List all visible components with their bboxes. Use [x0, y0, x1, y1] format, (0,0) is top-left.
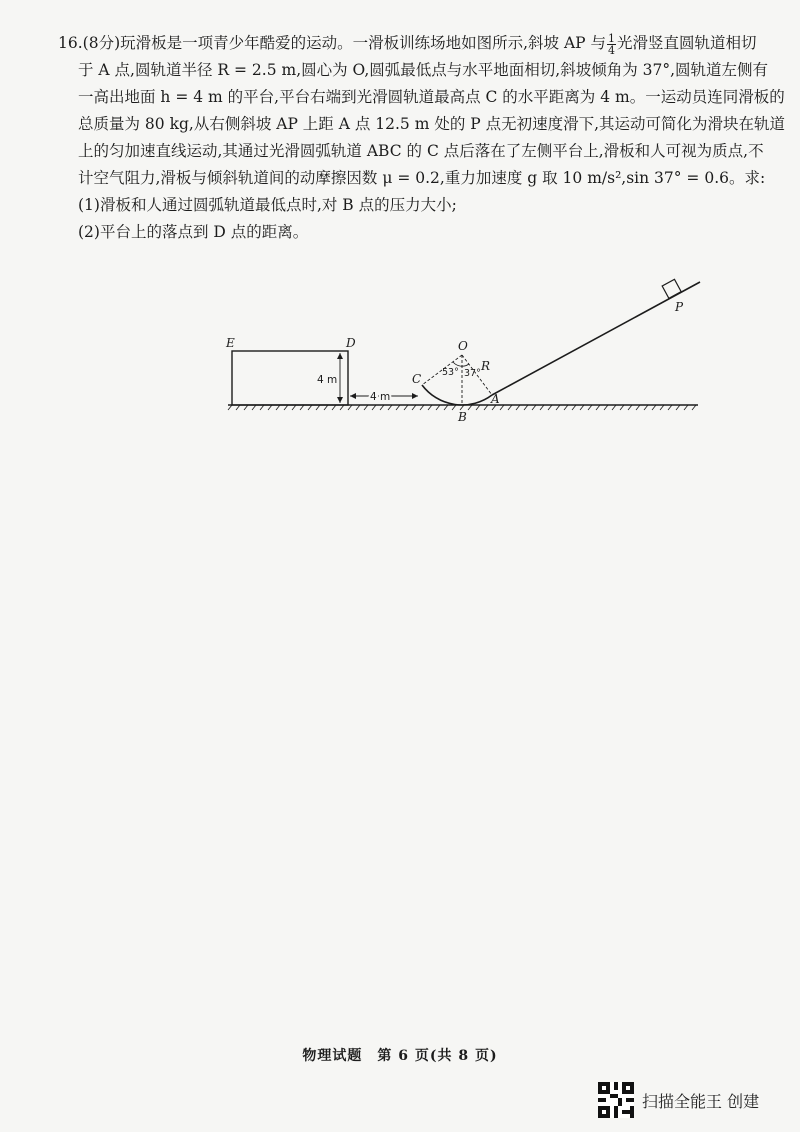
question-1: (1)滑板和人通过圆弧轨道最低点时,对 B 点的压力大小;: [78, 196, 457, 214]
problem-line-4: 总质量为 80 kg,从右侧斜坡 AP 上距 A 点 12.5 m 处的 P 点无初速度滑下,其运动可简化为滑块在轨道: [78, 115, 786, 133]
question-2: (2)平台上的落点到 D 点的距离。: [78, 223, 309, 241]
problem-line-2: 于 A 点,圆轨道半径 R = 2.5 m,圆心为 O,圆弧最低点与水平地面相切,斜坡倾角为 37°,圆轨道左侧有: [78, 61, 769, 79]
circular-track-ABC: [422, 385, 492, 405]
slider-block: [662, 279, 681, 298]
angle-arc: [453, 362, 469, 366]
gap-arrow-right: [412, 393, 418, 399]
gap-dimension-label: 4 m: [370, 391, 391, 403]
label-A: A: [491, 392, 500, 406]
fraction-denominator: 4: [608, 43, 616, 57]
angle-37-label: 37°: [464, 368, 481, 379]
label-R: R: [481, 359, 491, 373]
track-diagram: [220, 275, 740, 435]
label-O: O: [458, 339, 468, 353]
problem-text-1b: 光滑竖直圆轨道相切: [617, 34, 757, 52]
label-B: B: [458, 410, 467, 424]
quarter-fraction: [607, 33, 616, 56]
problem-number: 16.: [58, 34, 83, 52]
problem-points: (8分): [82, 34, 121, 52]
problem-line-3: 一高出地面 h = 4 m 的平台,平台右端到光滑圆轨道最高点 C 的水平距离为 4 m。一运动员连同滑板的: [78, 88, 785, 106]
qr-code-icon: [598, 1082, 634, 1118]
problem-line-1: [58, 30, 757, 57]
label-D: D: [346, 336, 356, 350]
height-arrow-up: [337, 353, 343, 359]
height-dimension-label: 4 m: [317, 374, 338, 386]
gap-arrow-left: [350, 393, 356, 399]
problem-line-6: 计空气阻力,滑板与倾斜轨道间的动摩擦因数 μ = 0.2,重力加速度 g 取 10 m/s²,sin 37° = 0.6。求:: [78, 169, 766, 187]
label-P: P: [675, 300, 684, 314]
fraction-numerator: 1: [608, 31, 616, 45]
problem-16: [58, 30, 786, 246]
track-diagram-svg: [220, 275, 740, 435]
problem-line-5: 上的匀加速直线运动,其通过光滑圆弧轨道 ABC 的 C 点后落在了左侧平台上,滑板和人可视为质点,不: [78, 142, 764, 160]
angle-53-label: 53°: [442, 367, 459, 378]
problem-text-1a: 玩滑板是一项青少年酷爱的运动。一滑板训练场地如图所示,斜坡 AP 与: [120, 34, 607, 52]
height-arrow-down: [337, 397, 343, 403]
page-footer: 物理试题 第 6 页(共 8 页): [302, 1048, 498, 1064]
scanner-watermark: [598, 1082, 759, 1118]
label-E: E: [226, 336, 235, 350]
watermark-text: 扫描全能王 创建: [642, 1091, 760, 1111]
label-C: C: [412, 372, 422, 386]
